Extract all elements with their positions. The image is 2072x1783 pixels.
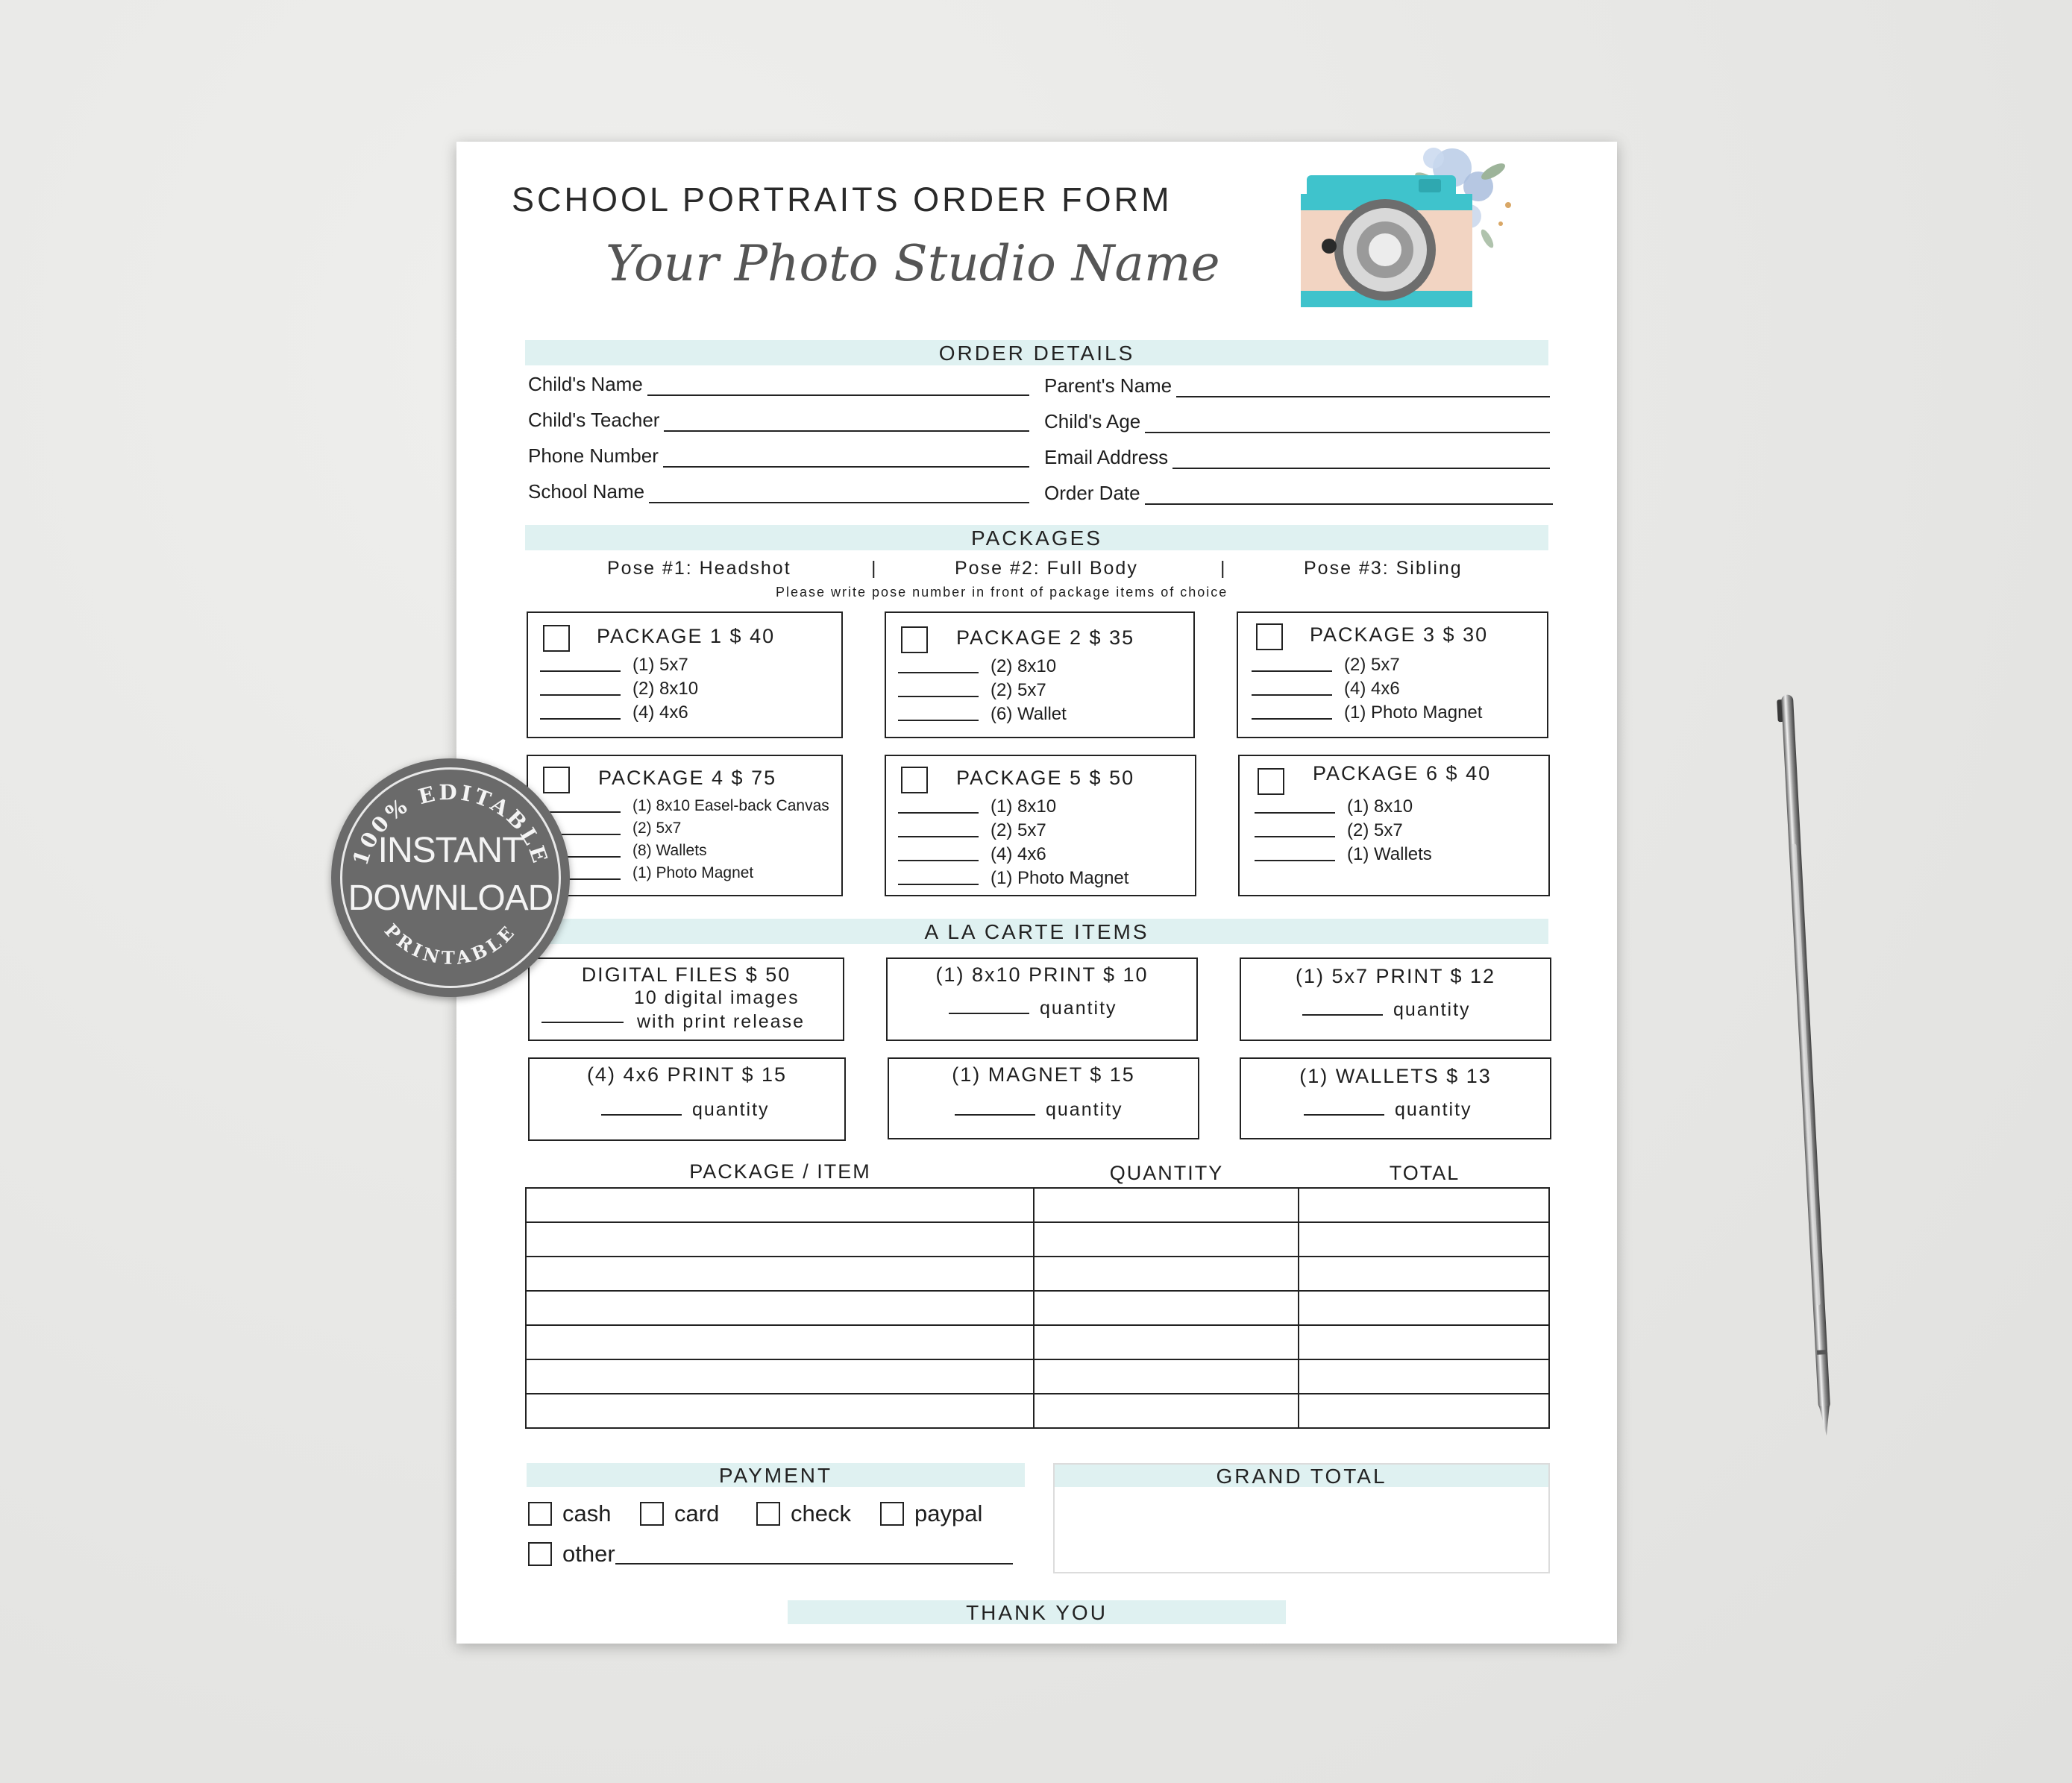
package-6-box: [1238, 755, 1550, 896]
total-cell[interactable]: [1299, 1359, 1549, 1394]
package-5-box: [885, 755, 1196, 896]
thank-you-footer: THANK YOU: [788, 1600, 1286, 1624]
a-la-carte-heading: A LA CARTE ITEMS: [525, 919, 1548, 944]
total-cell[interactable]: [1299, 1222, 1549, 1257]
other-input-line[interactable]: [615, 1544, 1013, 1565]
package-item-line[interactable]: (2) 8x10: [540, 677, 698, 701]
package-2-box: [885, 611, 1195, 738]
school-name-field[interactable]: School Name: [528, 480, 1029, 503]
package-item-line[interactable]: (2) 5x7: [540, 817, 829, 840]
magnet-title: (1) MAGNET $ 15: [952, 1063, 1135, 1086]
item-cell[interactable]: [526, 1359, 1034, 1394]
total-cell[interactable]: [1299, 1188, 1549, 1222]
pay-check-option[interactable]: check: [756, 1500, 851, 1527]
package-item-line[interactable]: (2) 5x7: [1252, 653, 1482, 677]
print-8x10-title: (1) 8x10 PRINT $ 10: [935, 963, 1149, 986]
quantity-cell[interactable]: [1034, 1291, 1299, 1325]
magnet-box: [888, 1057, 1199, 1139]
total-cell[interactable]: [1299, 1394, 1549, 1428]
quantity-cell[interactable]: [1034, 1188, 1299, 1222]
total-cell[interactable]: [1299, 1291, 1549, 1325]
package-4-box: [527, 755, 843, 896]
pen-illustration: [1775, 694, 1865, 1439]
card-checkbox[interactable]: [640, 1502, 664, 1526]
badge-line1: INSTANT: [377, 831, 524, 870]
item-cell[interactable]: [526, 1394, 1034, 1428]
paypal-checkbox[interactable]: [880, 1502, 904, 1526]
quantity-cell[interactable]: [1034, 1325, 1299, 1359]
studio-name: Your Photo Studio Name: [606, 235, 1220, 292]
item-cell[interactable]: [526, 1325, 1034, 1359]
package-5-checkbox[interactable]: [901, 767, 928, 793]
table-row: [526, 1257, 1549, 1291]
package-item-line[interactable]: (1) 8x10: [898, 795, 1128, 819]
package-4-title: PACKAGE 4 $ 75: [598, 767, 777, 789]
childs-teacher-field[interactable]: Child's Teacher: [528, 409, 1029, 432]
order-details-heading: ORDER DETAILS: [525, 340, 1548, 365]
package-item-line[interactable]: (6) Wallet: [898, 702, 1067, 726]
quantity-field[interactable]: quantity: [955, 1099, 1123, 1121]
quantity-field[interactable]: quantity: [601, 1099, 770, 1121]
item-cell[interactable]: [526, 1257, 1034, 1291]
quantity-cell[interactable]: [1034, 1359, 1299, 1394]
package-3-title: PACKAGE 3 $ 30: [1310, 623, 1489, 646]
pose-1-label: Pose #1: Headshot: [607, 558, 791, 579]
package-1-box: [527, 611, 843, 738]
instant-download-badge: [331, 758, 570, 997]
digital-files-blank[interactable]: [541, 1014, 624, 1023]
order-table: [525, 1187, 1550, 1429]
badge-arc-top: 100% EDITABLE: [348, 779, 553, 869]
badge-arc-bottom: PRINTABLE: [380, 919, 521, 969]
col-total: TOTAL: [1389, 1162, 1460, 1184]
print-5x7-box: [1240, 957, 1551, 1041]
badge-line2: DOWNLOAD: [348, 878, 553, 918]
check-checkbox[interactable]: [756, 1502, 780, 1526]
package-5-title: PACKAGE 5 $ 50: [956, 767, 1135, 789]
item-cell[interactable]: [526, 1188, 1034, 1222]
quantity-cell[interactable]: [1034, 1257, 1299, 1291]
package-3-checkbox[interactable]: [1256, 623, 1283, 650]
order-form-page: [456, 142, 1617, 1644]
package-item-line[interactable]: (1) Wallets: [1255, 843, 1432, 867]
table-row: [526, 1291, 1549, 1325]
childs-name-field[interactable]: Child's Name: [528, 373, 1029, 396]
grand-total-heading: GRAND TOTAL: [1055, 1465, 1548, 1487]
cash-checkbox[interactable]: [528, 1502, 552, 1526]
print-4x6-box: [528, 1057, 846, 1141]
print-4x6-title: (4) 4x6 PRINT $ 15: [586, 1063, 788, 1086]
package-item-line[interactable]: (4) 4x6: [898, 843, 1128, 867]
col-package-item: PACKAGE / ITEM: [689, 1160, 871, 1183]
package-item-line[interactable]: (4) 4x6: [1252, 677, 1482, 701]
other-checkbox[interactable]: [528, 1542, 552, 1566]
digital-files-line2: with print release: [637, 1011, 805, 1032]
print-5x7-title: (1) 5x7 PRINT $ 12: [1295, 965, 1496, 987]
table-row: [526, 1188, 1549, 1222]
package-item-line[interactable]: (1) Photo Magnet: [540, 862, 829, 884]
table-row: [526, 1394, 1549, 1428]
package-2-title: PACKAGE 2 $ 35: [956, 626, 1135, 649]
form-title: SCHOOL PORTRAITS ORDER FORM: [512, 180, 1172, 218]
digital-files-line1: 10 digital images: [634, 987, 800, 1008]
package-2-checkbox[interactable]: [901, 626, 928, 653]
email-address-field[interactable]: Email Address: [1044, 446, 1550, 469]
payment-heading: PAYMENT: [527, 1463, 1025, 1487]
package-6-title: PACKAGE 6 $ 40: [1313, 762, 1492, 784]
pose-3-label: Pose #3: Sibling: [1304, 558, 1463, 579]
table-row: [526, 1359, 1549, 1394]
table-row: [526, 1222, 1549, 1257]
table-row: [526, 1325, 1549, 1359]
package-item-line[interactable]: (2) 5x7: [1255, 819, 1432, 843]
digital-files-title: DIGITAL FILES $ 50: [581, 963, 791, 986]
camera-illustration: [1292, 142, 1531, 328]
packages-heading: PACKAGES: [525, 525, 1548, 550]
pay-other-option[interactable]: other: [528, 1541, 1013, 1567]
package-3-box: [1237, 611, 1548, 738]
pay-paypal-option[interactable]: paypal: [880, 1500, 982, 1527]
col-quantity: QUANTITY: [1109, 1162, 1224, 1184]
package-item-line[interactable]: (1) Photo Magnet: [1252, 701, 1482, 725]
quantity-cell[interactable]: [1034, 1394, 1299, 1428]
package-item-line[interactable]: (1) 8x10: [1255, 795, 1432, 819]
svg-text:PRINTABLE: [380, 919, 521, 969]
print-8x10-box: [886, 957, 1198, 1041]
package-item-line[interactable]: (2) 5x7: [898, 819, 1128, 843]
pay-card-option[interactable]: card: [640, 1500, 719, 1527]
wallets-title: (1) WALLETS $ 13: [1299, 1065, 1492, 1087]
package-item-line[interactable]: (4) 4x6: [540, 701, 698, 725]
package-item-line[interactable]: (1) Photo Magnet: [898, 867, 1128, 890]
package-1-title: PACKAGE 1 $ 40: [597, 625, 776, 647]
item-cell[interactable]: [526, 1222, 1034, 1257]
pose-2-label: Pose #2: Full Body: [955, 558, 1138, 579]
pose-instruction: Please write pose number in front of package items of choice: [776, 585, 1228, 600]
package-item-line[interactable]: (2) 8x10: [898, 655, 1067, 679]
total-cell[interactable]: [1299, 1325, 1549, 1359]
digital-files-box: [528, 957, 844, 1041]
pose-separator: |: [1220, 558, 1227, 579]
item-cell[interactable]: [526, 1291, 1034, 1325]
wallets-box: [1240, 1057, 1551, 1139]
package-item-line[interactable]: (2) 5x7: [898, 679, 1067, 702]
package-1-checkbox[interactable]: [543, 625, 570, 652]
grand-total-box[interactable]: [1053, 1463, 1550, 1573]
parents-name-field[interactable]: Parent's Name: [1044, 374, 1550, 397]
quantity-field[interactable]: quantity: [949, 998, 1117, 1019]
package-item-line[interactable]: (1) 8x10 Easel-back Canvas: [540, 795, 829, 817]
childs-age-field[interactable]: Child's Age: [1044, 410, 1550, 433]
package-6-checkbox[interactable]: [1258, 768, 1284, 795]
quantity-field[interactable]: quantity: [1302, 999, 1471, 1021]
package-item-line[interactable]: (1) 5x7: [540, 653, 698, 677]
phone-number-field[interactable]: Phone Number: [528, 444, 1029, 468]
total-cell[interactable]: [1299, 1257, 1549, 1291]
quantity-field[interactable]: quantity: [1304, 1099, 1472, 1121]
pose-separator: |: [871, 558, 878, 579]
quantity-cell[interactable]: [1034, 1222, 1299, 1257]
order-date-field[interactable]: Order Date: [1044, 482, 1553, 505]
pay-cash-option[interactable]: cash: [528, 1500, 611, 1527]
package-item-line[interactable]: (8) Wallets: [540, 840, 829, 862]
